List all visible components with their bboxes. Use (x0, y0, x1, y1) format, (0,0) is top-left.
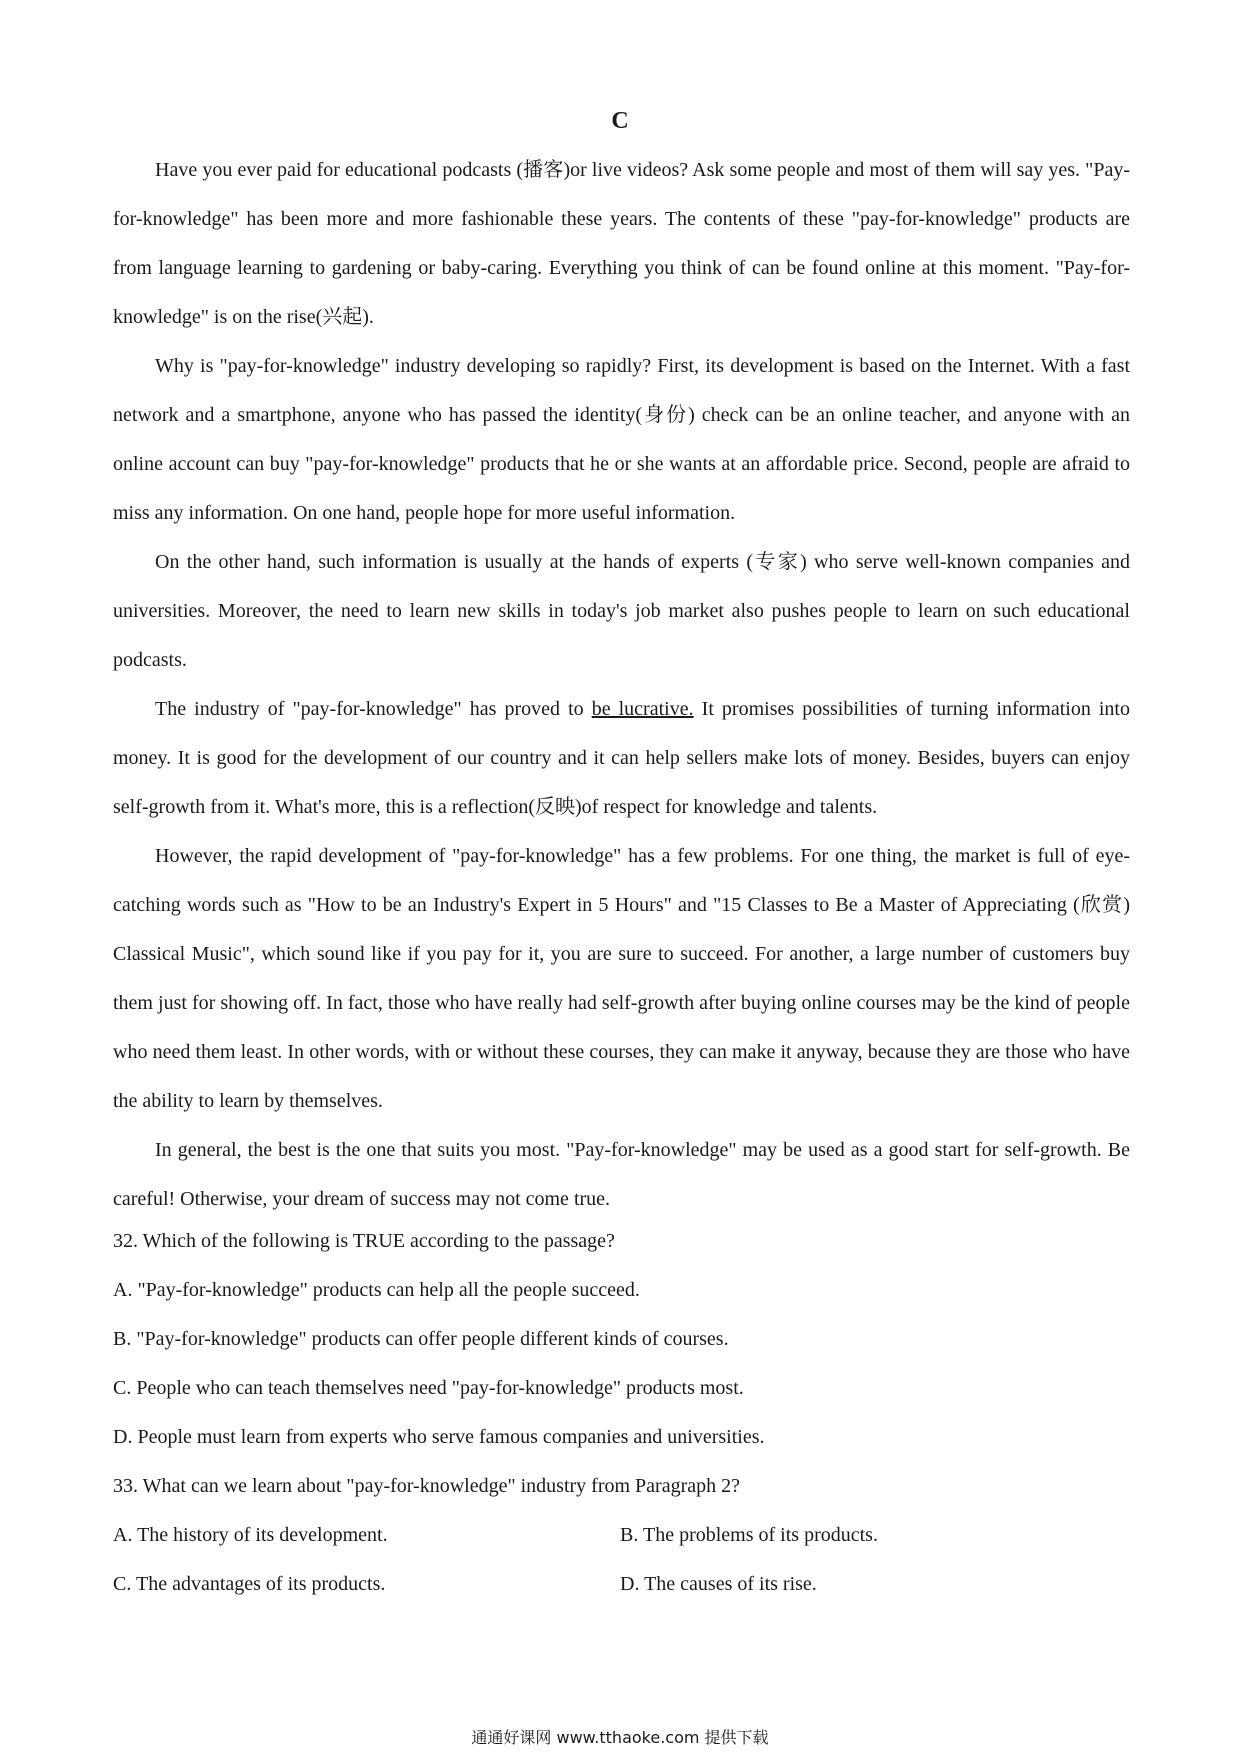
question-block (113, 1217, 1130, 1609)
paragraph-6: In general, the best is the one that suits you most. "Pay-for-knowledge" may be used as a good start for self-growth. Be careful! Otherwise, your dream of success may not come true. (113, 1139, 1130, 1210)
question-32-option-c: C. People who can teach themselves need "pay-for-knowledge" products most. (113, 1377, 744, 1399)
question-33-option-a: A. The history of its development. (113, 1524, 388, 1546)
reading-passage (113, 146, 1130, 1224)
question-33-option-d: D. The causes of its rise. (620, 1573, 817, 1595)
question-33-options-row-2 (113, 1560, 1130, 1609)
section-heading: C (611, 108, 629, 134)
paragraph-3: On the other hand, such information is usually at the hands of experts (专家) who serve well-known companies and universities. Moreover, the need to learn new skills in today's job market also pushes people to learn on such educational podcasts. (113, 551, 1130, 671)
question-33-option-c: C. The advantages of its products. (113, 1573, 386, 1595)
question-33-stem: 33. What can we learn about "pay-for-knowledge" industry from Paragraph 2? (113, 1475, 741, 1497)
paragraph-5: However, the rapid development of "pay-for-knowledge" has a few problems. For one thing, the market is full of eye-catching words such as "How to be an Industry's Expert in 5 Hours" and "15 Classes to Be a Master of Appreciating (欣赏) Classical Music", which sound like if you pay for it, you are sure to succeed. For another, a large number of customers buy them just for showing off. In fact, those who have really had self-growth after buying online courses may be the kind of people who need them least. In other words, with or without these courses, they can make it anyway, because they are those who have the ability to learn by themselves. (113, 845, 1130, 1112)
underlined-phrase: be lucrative. (591, 698, 694, 720)
paragraph-4-rest: It promises possibilities of turning information into money. It is good for the development of our country and it can help sellers make lots of money. Besides, buyers can enjoy self-growth from it. What's more, this is a reflection(反映)of respect for knowledge and talents. (113, 698, 1130, 818)
question-32-stem: 32. Which of the following is TRUE according to the passage? (113, 1230, 615, 1252)
question-33-options-row-1 (113, 1511, 1130, 1560)
paragraph-2: Why is "pay-for-knowledge" industry developing so rapidly? First, its development is based on the Internet. With a fast network and a smartphone, anyone who has passed the identity(身份) check can be an online teacher, and anyone with an online account can buy "pay-for-knowledge" products that he or she wants at an affordable price. Second, people are afraid to miss any information. On one hand, people hope for more useful information. (113, 355, 1130, 524)
page-footer: 通通好课网 www.tthaoke.com 提供下载 (471, 1728, 769, 1747)
paragraph-4-lead: The industry of "pay-for-knowledge" has proved to (155, 698, 592, 720)
question-32-option-b: B. "Pay-for-knowledge" products can offer people different kinds of courses. (113, 1328, 729, 1350)
question-32-option-a: A. "Pay-for-knowledge" products can help all the people succeed. (113, 1279, 640, 1301)
question-33-option-b: B. The problems of its products. (620, 1524, 878, 1546)
paragraph-1: Have you ever paid for educational podcasts (播客)or live videos? Ask some people and most of them will say yes. "Pay-for-knowledge" has been more and more fashionable these years. The contents of these "pay-for-knowledge" products are from language learning to gardening or baby-caring. Everything you think of can be found online at this moment. "Pay-for-knowledge" is on the rise(兴起). (113, 159, 1130, 328)
paragraph-4 (113, 685, 1130, 832)
question-32-option-d: D. People must learn from experts who serve famous companies and universities. (113, 1426, 765, 1448)
